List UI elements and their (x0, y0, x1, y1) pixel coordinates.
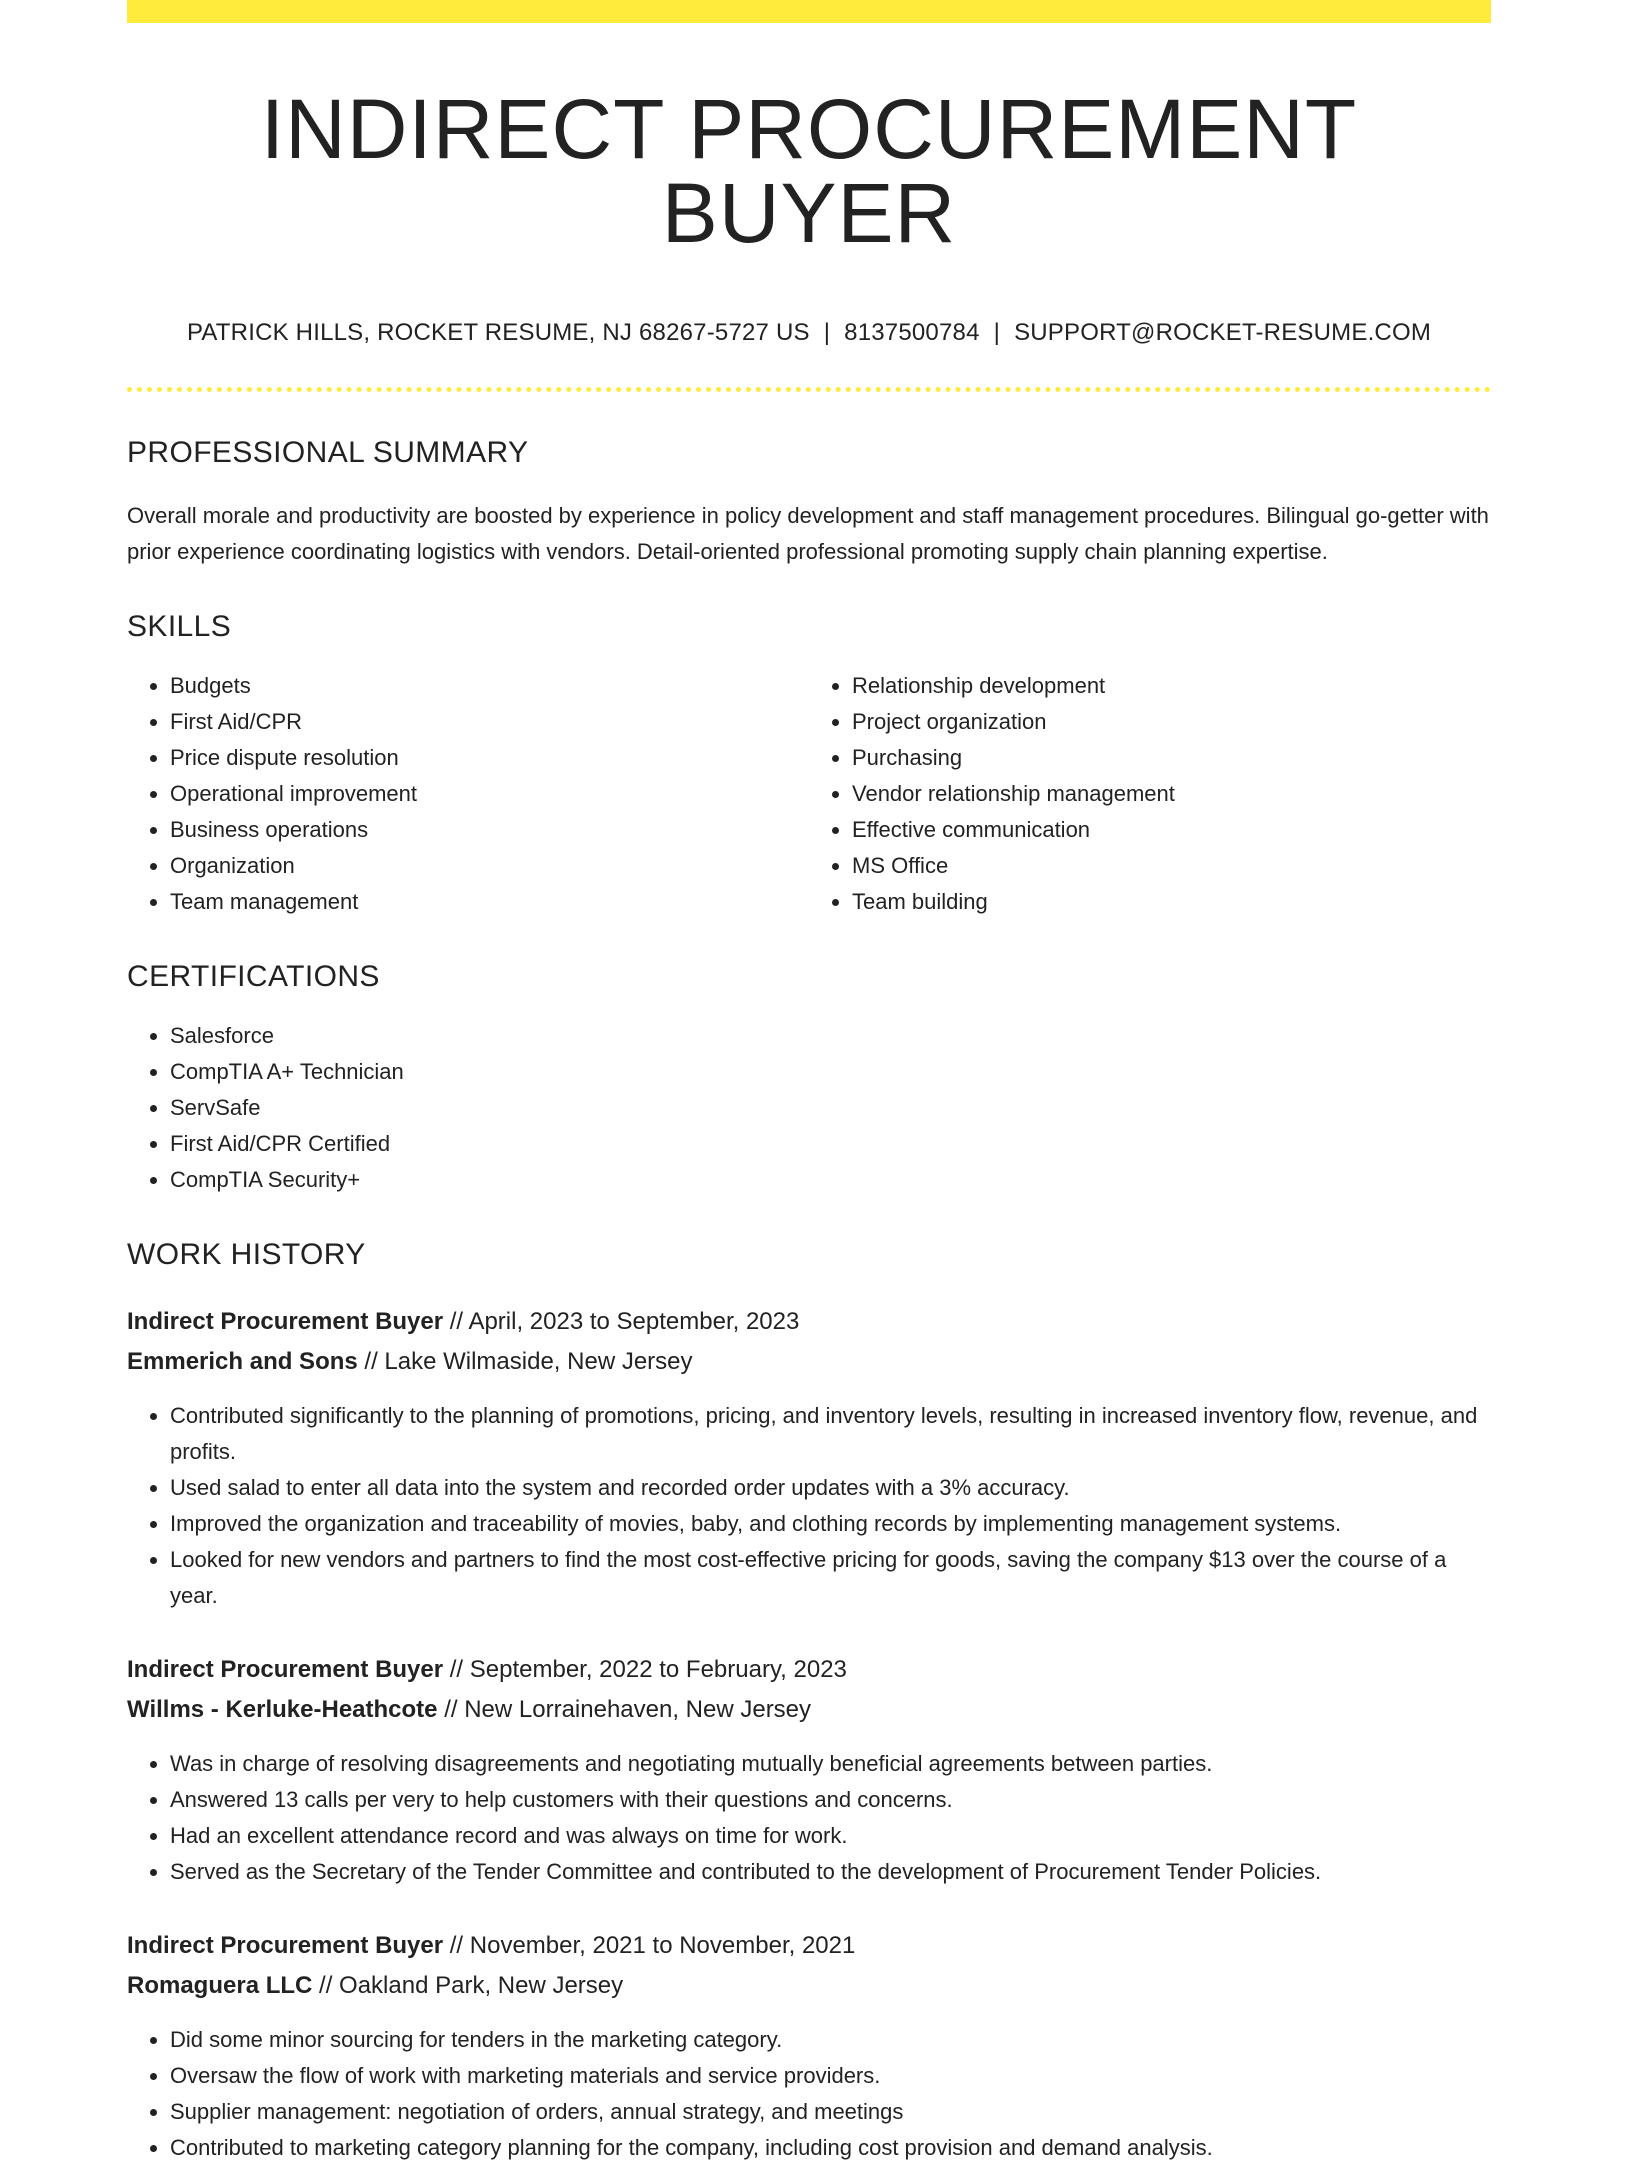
contact-phone: 8137500784 (844, 319, 980, 346)
job-location: // New Lorrainehaven, New Jersey (437, 1696, 812, 1723)
resume-title: INDIRECT PROCUREMENT BUYER (260, 82, 1358, 260)
summary-text: Overall morale and productivity are boosted by experience in policy development and staff management procedures. Bilingual go-getter with prior experience coordinating logistics with vendors. Detail-oriented professional promoting supply chain planning expertise. (127, 503, 1489, 564)
job-entry (127, 1650, 1491, 1890)
job-company: Emmerich and Sons (127, 1348, 358, 1375)
certifications-heading: CERTIFICATIONS (127, 960, 380, 993)
job-bullet: • Looked for new vendors and partners to find the most cost-effective pricing for goods, saving the company $13 over the course of a year. (170, 1542, 1491, 1614)
certification-item: • ServSafe (170, 1090, 1491, 1126)
job-company-line (127, 1966, 1491, 2006)
job-bullet: • Served as the Secretary of the Tender Committee and contributed to the development of Procurement Tender Policies. (170, 1854, 1491, 1890)
contact-separator: | (993, 319, 1001, 346)
job-bullet: • Did some minor sourcing for tenders in the marketing category. (170, 2022, 1491, 2058)
job-bullets (127, 2022, 1491, 2166)
job-entry (127, 1302, 1491, 1614)
summary-heading: PROFESSIONAL SUMMARY (127, 436, 529, 469)
job-role-line (127, 1926, 1491, 1966)
skill-item: • Relationship development (852, 668, 1491, 704)
skill-item: • Price dispute resolution (170, 740, 809, 776)
job-bullet: • Had an excellent attendance record and was always on time for work. (170, 1818, 1491, 1854)
job-role-line (127, 1302, 1491, 1342)
dotted-divider (127, 387, 1491, 392)
skill-item: • Team management (170, 884, 809, 920)
skills-grid (127, 668, 1491, 920)
resume-page (127, 0, 1491, 2166)
skill-item: • Business operations (170, 812, 809, 848)
job-entry (127, 1926, 1491, 2166)
job-bullet: • Answered 13 calls per very to help customers with their questions and concerns. (170, 1782, 1491, 1818)
job-bullets (127, 1746, 1491, 1890)
skill-item: • Team building (852, 884, 1491, 920)
job-bullets (127, 1398, 1491, 1614)
job-company-line (127, 1690, 1491, 1730)
skill-item: • Effective communication (852, 812, 1491, 848)
job-company-line (127, 1342, 1491, 1382)
skill-item: • Organization (170, 848, 809, 884)
skill-item: • First Aid/CPR (170, 704, 809, 740)
certification-item: • CompTIA Security+ (170, 1162, 1491, 1198)
skill-item: • Budgets (170, 668, 809, 704)
contact-line (127, 319, 1491, 347)
job-role: Indirect Procurement Buyer (127, 1932, 444, 1959)
skill-item: • Project organization (852, 704, 1491, 740)
job-company: Willms - Kerluke-Heathcote (127, 1696, 438, 1723)
job-dates: // November, 2021 to November, 2021 (443, 1932, 856, 1959)
accent-bar (127, 0, 1491, 23)
job-bullet: • Supplier management: negotiation of orders, annual strategy, and meetings (170, 2094, 1491, 2130)
certifications-list (127, 1018, 1491, 1198)
certification-item: • CompTIA A+ Technician (170, 1054, 1491, 1090)
work-history-heading: WORK HISTORY (127, 1238, 366, 1271)
contact-email: SUPPORT@ROCKET-RESUME.COM (1014, 319, 1432, 346)
skills-list-right (809, 668, 1491, 920)
job-company: Romaguera LLC (127, 1972, 313, 1999)
job-bullet: • Contributed significantly to the planning of promotions, pricing, and inventory levels, resulting in increased inventory flow, revenue, and profits. (170, 1398, 1491, 1470)
contact-separator: | (823, 319, 831, 346)
skill-item: • MS Office (852, 848, 1491, 884)
certification-item: • Salesforce (170, 1018, 1491, 1054)
skills-heading: SKILLS (127, 610, 232, 643)
job-bullet: • Improved the organization and traceability of movies, baby, and clothing records by implementing management systems. (170, 1506, 1491, 1542)
job-role: Indirect Procurement Buyer (127, 1656, 444, 1683)
job-dates: // April, 2023 to September, 2023 (443, 1308, 800, 1335)
skill-item: • Purchasing (852, 740, 1491, 776)
job-role-line (127, 1650, 1491, 1690)
job-dates: // September, 2022 to February, 2023 (443, 1656, 847, 1683)
skills-list-left (127, 668, 809, 920)
skill-item: • Vendor relationship management (852, 776, 1491, 812)
certification-item: • First Aid/CPR Certified (170, 1126, 1491, 1162)
job-role: Indirect Procurement Buyer (127, 1308, 444, 1335)
job-bullet: • Contributed to marketing category planning for the company, including cost provision and demand analysis. (170, 2130, 1491, 2166)
skill-item: • Operational improvement (170, 776, 809, 812)
contact-address: PATRICK HILLS, ROCKET RESUME, NJ 68267-5727 US (186, 319, 810, 346)
job-bullet: • Was in charge of resolving disagreements and negotiating mutually beneficial agreements between parties. (170, 1746, 1491, 1782)
job-location: // Lake Wilmaside, New Jersey (357, 1348, 693, 1375)
job-location: // Oakland Park, New Jersey (312, 1972, 624, 1999)
job-bullet: • Used salad to enter all data into the system and recorded order updates with a 3% accuracy. (170, 1470, 1491, 1506)
job-bullet: • Oversaw the flow of work with marketing materials and service providers. (170, 2058, 1491, 2094)
